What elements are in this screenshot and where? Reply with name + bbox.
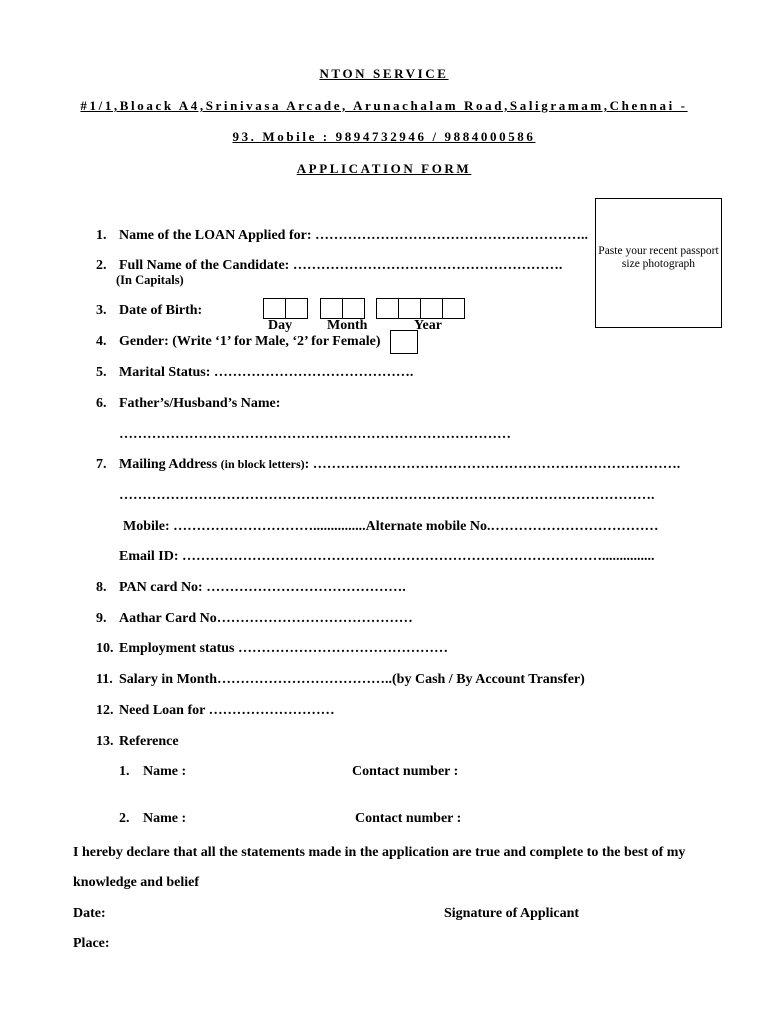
place-field[interactable]: Place: [73, 936, 110, 951]
dob-month-label: Month [327, 318, 368, 333]
dob-year-cell[interactable] [442, 298, 465, 319]
mailing-address-dots: : ……………………………………………………………………. [304, 457, 681, 472]
father-husband-name-label: Father’s/Husband’s Name: [119, 396, 281, 411]
address-line-1: #1/1,Bloack A4,Srinivasa Arcade, Arunachalam Road,Saligramam,Chennai - [80, 98, 688, 113]
dob-month-cell[interactable] [320, 298, 343, 319]
field-10-number: 10. [96, 641, 114, 656]
loan-name-field[interactable]: Name of the LOAN Applied for: ………………………………………………….. [119, 228, 588, 243]
org-name: NTON SERVICE [319, 66, 449, 81]
reference-2-name-field[interactable]: Name : [143, 811, 187, 826]
form-title: APPLICATION FORM [296, 161, 472, 176]
field-7-number: 7. [96, 457, 107, 472]
gender-label: Gender: (Write ‘1’ for Male, ‘2’ for Female) [119, 334, 381, 349]
marital-status-field[interactable]: Marital Status: ……………………………………. [119, 365, 414, 380]
aathar-card-field[interactable]: Aathar Card No…………………………………… [119, 611, 413, 626]
pan-card-field[interactable]: PAN card No: ……………………………………. [119, 580, 406, 595]
field-3-number: 3. [96, 303, 107, 318]
mobile-field[interactable]: Mobile: …………………………...............Alternate mobile No.……………………………… [123, 519, 659, 534]
dob-day-boxes[interactable] [263, 298, 307, 319]
dob-day-cell[interactable] [285, 298, 308, 319]
field-12-number: 12. [96, 703, 114, 718]
field-6-number: 6. [96, 396, 107, 411]
dob-year-cell[interactable] [376, 298, 399, 319]
field-4-number: 4. [96, 334, 107, 349]
gender-box[interactable] [390, 330, 418, 354]
reference-1-contact-field[interactable]: Contact number : [352, 764, 459, 779]
dob-day-cell[interactable] [263, 298, 286, 319]
mailing-address-line-2[interactable]: ……………………………………………………………………………………………………. [119, 488, 655, 503]
field-2-number: 2. [96, 258, 107, 273]
reference-1-number: 1. [119, 764, 130, 779]
email-field[interactable]: Email ID: ………………………………………………………………………………............... [119, 549, 655, 564]
field-8-number: 8. [96, 580, 107, 595]
mailing-address-field[interactable] [119, 457, 680, 473]
dob-year-boxes[interactable] [376, 298, 464, 319]
dob-day-label: Day [268, 318, 293, 333]
dob-year-cell[interactable] [420, 298, 443, 319]
mailing-address-label: Mailing Address [119, 457, 221, 472]
salary-field[interactable]: Salary in Month………………………………..(by Cash / By Account Transfer) [119, 672, 585, 687]
dob-year-label: Year [414, 318, 442, 333]
address-line-2: 93. Mobile : 9894732946 / 9884000586 [232, 129, 536, 144]
block-letters-note: (in block letters) [220, 457, 305, 471]
in-capitals-note: (In Capitals) [116, 273, 184, 287]
declaration-line-1: I hereby declare that all the statements made in the application are true and complete to the best of my [73, 845, 686, 860]
declaration-line-2: knowledge and belief [73, 875, 200, 890]
passport-photo-box[interactable] [595, 198, 722, 328]
father-husband-name-field[interactable]: ………………………………………………………………………… [119, 427, 511, 442]
date-field[interactable]: Date: [73, 906, 106, 921]
field-1-number: 1. [96, 228, 107, 243]
dob-month-boxes[interactable] [320, 298, 364, 319]
signature-of-applicant[interactable]: Signature of Applicant [444, 906, 580, 921]
full-name-field[interactable]: Full Name of the Candidate: …………………………………………………. [119, 258, 563, 273]
reference-1-name-field[interactable]: Name : [143, 764, 187, 779]
dob-month-cell[interactable] [342, 298, 365, 319]
employment-status-field[interactable]: Employment status ……………………………………… [119, 641, 449, 656]
field-5-number: 5. [96, 365, 107, 380]
reference-label: Reference [119, 734, 179, 749]
field-11-number: 11. [96, 672, 113, 687]
need-loan-field[interactable]: Need Loan for ……………………… [119, 703, 335, 718]
reference-2-contact-field[interactable]: Contact number : [355, 811, 462, 826]
dob-year-cell[interactable] [398, 298, 421, 319]
field-9-number: 9. [96, 611, 107, 626]
photo-box-text: Paste your recent passport size photograph [598, 245, 719, 270]
field-13-number: 13. [96, 734, 114, 749]
reference-2-number: 2. [119, 811, 130, 826]
dob-label: Date of Birth: [119, 303, 203, 318]
